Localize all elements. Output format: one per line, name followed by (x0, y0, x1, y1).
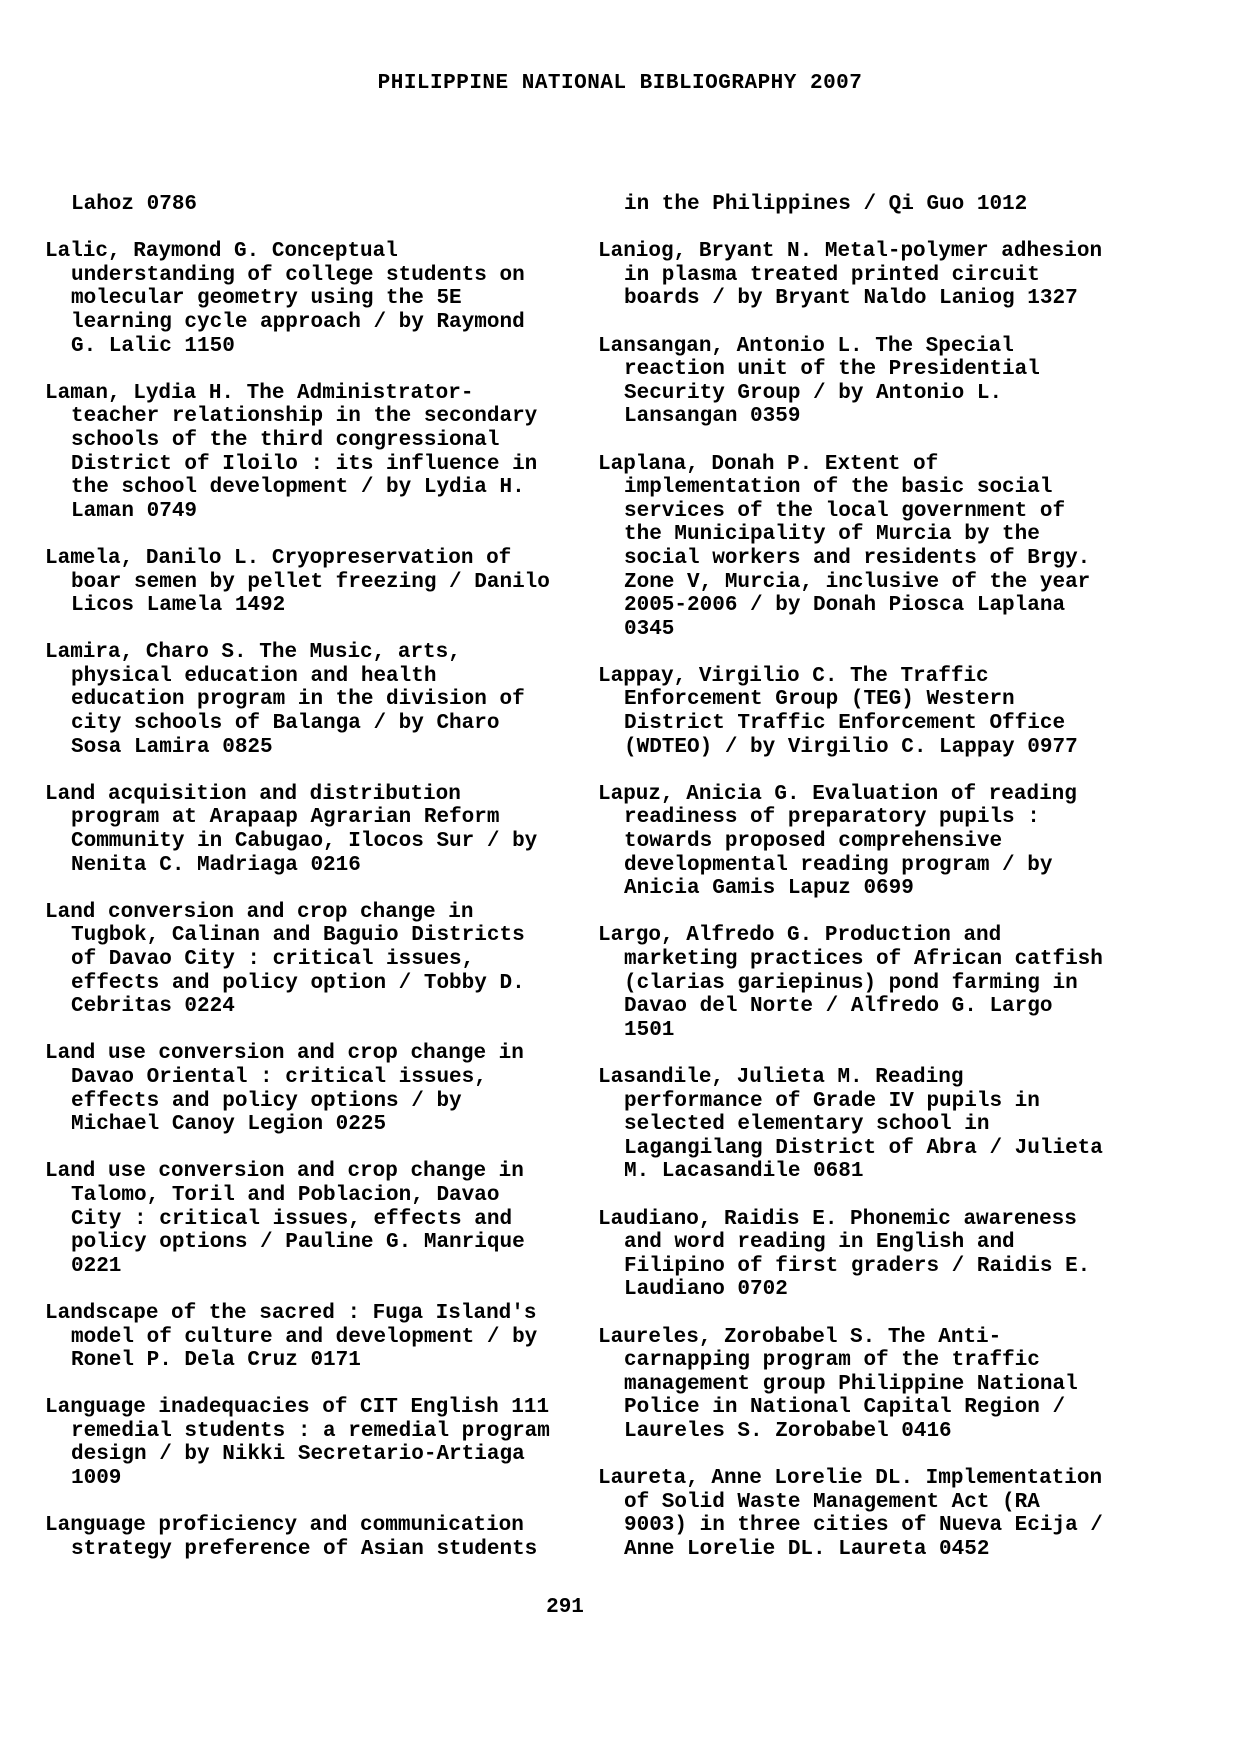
bibliography-entry: Landscape of the sacred : Fuga Island's model of culture and development / by Ronel P. Dela Cruz 0171 (45, 1301, 538, 1373)
bibliography-entry: Laureles, Zorobabel S. The Anti- carnapping program of the traffic management group Philippine National Police in National Capital Region / Laureles S. Zorobabel 0416 (598, 1325, 1078, 1443)
bibliography-entry: Language inadequacies of CIT English 111 remedial students : a remedial program design / by Nikki Secretario-Artiaga 1009 (45, 1396, 550, 1491)
left-column (45, 193, 585, 1585)
bibliography-entry: Lansangan, Antonio L. The Special reaction unit of the Presidential Security Group / by Antonio L. Lansangan 0359 (598, 334, 1040, 429)
bibliography-entry: Lamira, Charo S. The Music, arts, physical education and health education program in the division of city schools of Balanga / by Charo Sosa Lamira 0825 (45, 641, 525, 759)
continued-entry: in the Philippines / Qi Guo 1012 (624, 193, 1028, 216)
bibliography-entry: Laniog, Bryant N. Metal-polymer adhesion in plasma treated printed circuit boards / by Bryant Naldo Laniog 1327 (598, 240, 1103, 311)
bibliography-entry: Largo, Alfredo G. Production and marketing practices of African catfish (clarias gariepinus) pond farming in Davao del Norte / Alfredo G. Largo 1501 (598, 924, 1103, 1042)
bibliography-entry: Laureta, Anne Lorelie DL. Implementation of Solid Waste Management Act (RA 9003) in three cities of Nueva Ecija / Anne Lorelie DL. Laureta 0452 (598, 1467, 1103, 1561)
bibliography-entry: Laplana, Donah P. Extent of implementation of the basic social services of the local government of the Municipality of Murcia by the social workers and residents of Brgy. Zone V, Murcia, inclusive of the year 2005-2006 / by Donah Piosca Laplana 0345 (598, 452, 1091, 641)
bibliography-entry: Land acquisition and distribution program at Arapaap Agrarian Reform Community in Cabugao, Ilocos Sur / by Nenita C. Madriaga 0216 (45, 782, 538, 877)
right-column (598, 193, 1138, 1585)
bibliography-entry: Land use conversion and crop change in Talomo, Toril and Poblacion, Davao City : critical issues, effects and policy options / Pauline G. Manrique 0221 (45, 1160, 525, 1278)
bibliography-entry: Laudiano, Raidis E. Phonemic awareness and word reading in English and Filipino of first graders / Raidis E. Laudiano 0702 (598, 1207, 1091, 1302)
bibliography-entry: Lasandile, Julieta M. Reading performance of Grade IV pupils in selected elementary school in Lagangilang District of Abra / Julieta M. Lacasandile 0681 (598, 1065, 1103, 1184)
bibliography-entry: Lalic, Raymond G. Conceptual understanding of college students on molecular geometry using the 5E learning cycle approach / by Raymond G. Lalic 1150 (45, 240, 525, 358)
bibliography-entry: Lamela, Danilo L. Cryopreservation of boar semen by pellet freezing / Danilo Licos Lamela 1492 (45, 546, 550, 618)
continued-entry: Lahoz 0786 (71, 193, 198, 216)
bibliography-entry: Language proficiency and communication strategy preference of Asian students (45, 1514, 538, 1561)
bibliography-entry: Land use conversion and crop change in Davao Oriental : critical issues, effects and policy options / by Michael Canoy Legion 0225 (45, 1042, 524, 1137)
bibliography-entry: Lapuz, Anicia G. Evaluation of reading readiness of preparatory pupils : towards proposed comprehensive developmental reading program / by Anicia Gamis Lapuz 0699 (598, 782, 1077, 901)
bibliography-entry: Laman, Lydia H. The Administrator- teacher relationship in the secondary schools of the third congressional District of Iloilo : its influence in the school development / by Lydia H. Laman 0749 (45, 381, 538, 523)
bibliography-entry: Lappay, Virgilio C. The Traffic Enforcement Group (TEG) Western District Traffic Enforcement Office (WDTEO) / by Virgilio C. Lappay 0977 (598, 664, 1078, 759)
bibliography-entry: Land conversion and crop change in Tugbok, Calinan and Baguio Districts of Davao City : critical issues, effects and policy option / Tobby D. Cebritas 0224 (45, 900, 525, 1019)
page-header-title: PHILIPPINE NATIONAL BIBLIOGRAPHY 2007 (377, 72, 863, 95)
page-number: 291 (546, 1596, 584, 1619)
